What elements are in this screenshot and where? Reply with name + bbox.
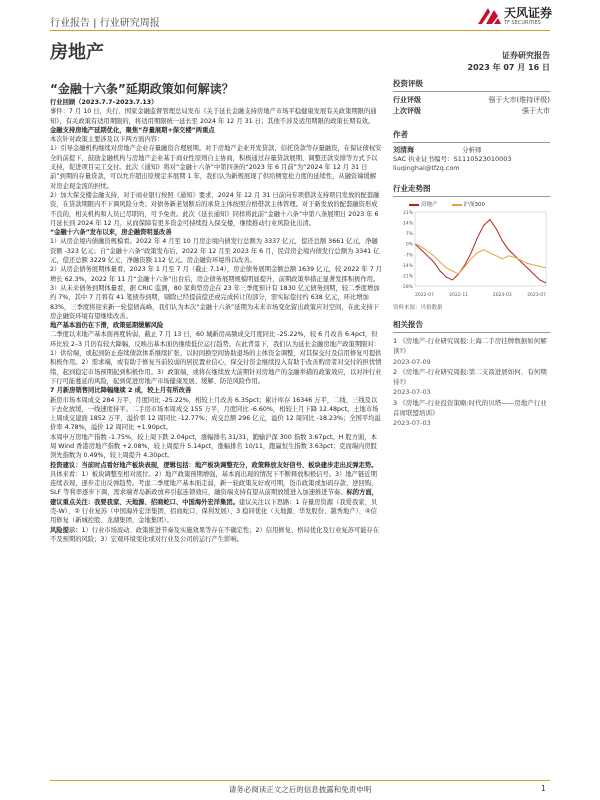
analyst-email: liuqinghai@tfzq.com — [393, 164, 460, 172]
paragraph: 2）加大保交楼金融支持，对于商业银行按照《通知》要求，2024 年 12 月 31 日前向专项借款支持项目发放的配套融资，在贷款期限内不下调风险分类；对债务新老划断后的承贷主体按照合格借款主体管理。对于新发放的配套融资形成不良的，相关机构和人员已尽职的，可予免责。此次《延长通知》同样将此前“金融十六条”中第八条展期日 2023 年 6 月延长到 2024 年 12 月，从而保障有更多资金可持续投入保交楼，继续推动行业风险化出清。 — [50, 191, 380, 227]
report-type: 证券研究报告 — [502, 51, 550, 60]
section-heading: 7 月新房销售同比降幅继续 2 成，较上月有所改善 — [50, 387, 192, 395]
paragraph: 1）行业市场波动、政策推进节奏及实施效果等存在不确定性；2）信用修复、格局优化及行业复苏可能存在不及预期的风险；3）宏观环境变化或对行业及公司的运行产生影响。 — [50, 526, 380, 543]
author-section-title: 作者 — [393, 127, 550, 143]
related-item-text[interactable]: 3 《房地产-行业投资策略:时代的贝塔——房地产行业首席联盟培训》 — [393, 398, 547, 418]
header-divider — [50, 30, 550, 31]
paragraph: 1）从房企境内债融资规模看。2022 年 4 月至 10 月房企境内债发行总额为 3337 亿元，偿还总额 3661 亿元，净融资额 -323 亿元；自“金融十六条”政策发布后，2022 年 12 月至 2023 年 6 月，民营房企境内债发行总额为 3341 亿元，偿还总额 3229 亿元，净融资额 112 亿元。房企融资环境得以改善。 — [50, 238, 380, 265]
y-tick-label: 21% — [402, 211, 413, 216]
related-item-date: 2023-07-03 — [393, 388, 431, 397]
investment-advice-label: 投资建议：当前时点看好地产板块表现，逻辑包括：地产板块调整充分，政策释放友好信号、板块建步走出反弹走势。 — [50, 461, 378, 469]
paragraph: 二季度以来地产基本面再度转弱，截止 7 月 13 日，60 城新房高频成交月度同比 -25.22%，较 6 月改善 6.4pct，但环比较 2–3 月仍有较大降幅，反映出基本面仍继续低位运行趋势。在此背景下，我们认为延长金融房地产政策期限对：1）供给端，或起到防止连续债款体系继续扩张，以时间换空间协助退场的主体资金调整，对其保交付及信用修复可提供积极作用。2）需求端，或有助于修复当前较弱的居民置业信心，保交付资金继续投入有助于改善购房者对交付的担忧情绪，起到稳定市场预期起到积极作用。3）政策端，或将在继续放大前期针对房地产的金融举措的政策效应，以对冲行业下行可能蔓延的风险，起到促进房地产市场健康发展、缓解、防范风险作用。 — [50, 331, 382, 385]
section-heading: 地产基本面仍在下滑，政策延期缓解风险 — [50, 322, 164, 330]
main-body — [50, 98, 382, 544]
report-title: “金融十六条”延期政策如何解读？ — [50, 82, 234, 96]
related-item[interactable] — [393, 336, 550, 367]
related-item[interactable] — [393, 367, 550, 398]
logo-text-en: TF SECURITIES — [504, 20, 541, 26]
y-tick-label: 14% — [402, 221, 413, 227]
review-label: 行业回顾 — [50, 99, 76, 106]
paragraph: 2）从房企债务展期体量看，2023 年 1 月至 7 月（截止 7.14），房企债务展期金额总额 1639 亿元，较 2022 年 7 月增长 62.3%，2022 年 11 月“金融十六条”出台后，房企债务展期规模明显提升，前期政策举措正显著发挥积极作用。 — [50, 266, 382, 283]
industry-rating-value: 强于大市(维持评级) — [488, 96, 550, 104]
related-item[interactable] — [393, 398, 550, 429]
page-number: 1 — [541, 784, 546, 793]
legend-item: 房地产 — [409, 200, 438, 208]
report-date: 2023 年 07 月 16 日 — [467, 63, 550, 72]
related-item-date: 2023-07-09 — [393, 357, 431, 366]
legend-item: 沪深300 — [452, 200, 486, 208]
tf-securities-logo — [476, 4, 556, 30]
x-tick-label: 2022-07 — [415, 293, 434, 298]
rating-section-title: 投资评级 — [393, 76, 550, 92]
risk-label: 风险提示： — [50, 526, 82, 534]
industry-rating-label: 行业评级 — [393, 96, 421, 104]
y-tick-label: 7% — [405, 232, 413, 238]
paragraph: 1）引导金融机构继续对房地产企业存量融资合理展期。对于房地产企业开发贷款、信托贷款等存量融资，在保证债权安全的前提下，鼓励金融机构与房地产企业基于商业性原则自主协商，积极通过存量贷款展期、调整还款安排等方式予以支持，促进项目完工交付。此次《通知》将对“金融十六条”中第四条的“2023 年 6 月前”为“2024 年 12 月 31 日前”到期的存量贷款，可以允许超出原规定多展期 1 年，我们认为新规展现了供给侧宽松力度的延续性，从融资端缓解对房企现金流的担忧。 — [50, 145, 382, 190]
paragraph: 本次针对政策主要涉及以下两方面内容： — [50, 136, 164, 144]
paragraph: 事件：7 月 10 日，央行、国家金融监督管理总局发布《关于延长金融支持房地产市场平稳健康发展有关政策期限的通知》，有关政策有适用期限的，将适用期限统一延长至 2024 年 12 月 31 日；其他不涉及适用期限的政策长期有效。 — [50, 108, 377, 125]
y-tick-label: -28% — [401, 285, 413, 290]
y-tick-label: -7% — [404, 253, 413, 259]
paragraph: 本周申万房地产指数 -1.75%，较上周下跌 2.04pct，涨幅排名 31/31，跑输沪深 300 指数 3.67pct。H 股方面，本周 Wind 香港房地产指数 +2.08%，较上周提升 5.14pct，涨幅排名 10/11，跑赢恒生指数 3.63pct；克而瑞内房股领先指数为 0.49%，较上周提升 4.30pct。 — [50, 433, 377, 460]
chart-section-title: 行业走势图 — [393, 181, 550, 197]
prev-rating-label: 上次评级 — [393, 107, 421, 115]
chart-legend — [409, 200, 550, 208]
y-tick-label: -21% — [401, 274, 413, 280]
sidebar — [393, 76, 550, 429]
related-item-text[interactable]: 2 《房地产-行业研究周报:第二支箭进展如何、有何期待?》 — [393, 367, 547, 387]
paragraph: 新房市场本周成交 284 万平，月度同比 -25.22%，相较上月改善 6.35pct；累计库存 16346 万平，二线、三线及以下去化放缓，一线速度持平。二手房市场本周成交 155 万平，月度同比 -6.60%，相较上月下降 12.48pct。土地市场上周成交建面 1852 万平，溢价率 12 周同比 -12.77%；成交总额 296 亿元，溢价 12 周同比 -18.23%；全国平均溢价率 4.78%，溢价 12 周同比 +1.90pct。 — [50, 396, 381, 432]
related-item-date: 2023-07-03 — [393, 419, 431, 428]
logo-mark-icon — [476, 6, 502, 26]
logo-text-cn: 天风证券 — [504, 6, 553, 20]
sector-title: 房地产 — [50, 42, 104, 63]
x-tick-label: 2023-07 — [527, 293, 546, 298]
section-heading: “金融十六条”发布以来，房企融资明显改善 — [50, 229, 172, 237]
related-section-title: 相关报告 — [393, 317, 550, 333]
x-tick-label: 2023-03 — [492, 293, 512, 298]
series-line-1 — [415, 244, 546, 274]
prev-rating-row — [393, 106, 550, 117]
review-period: （2023.7.7–2023.7.13） — [75, 99, 158, 106]
y-tick-label: 0% — [405, 242, 413, 248]
analyst-info — [393, 146, 550, 173]
trend-chart — [393, 208, 550, 300]
industry-rating-row — [393, 95, 550, 106]
chart-source: 资料来源：贝格数据 — [393, 305, 443, 311]
report-category: 行业报告 | 行业研究周报 — [50, 18, 160, 29]
footer-divider — [50, 780, 550, 781]
analyst-role: 分析师 — [462, 146, 482, 154]
prev-rating-value: 强于大市 — [522, 107, 550, 115]
section-heading: 金融支持房地产延期优化，聚焦“存量展期+保交楼”两重点 — [50, 126, 215, 134]
paragraph: 具体来看：1）板块调整至相对底位。2）地产政策预期增强，基本面出现的情况下不断释放积极信号。3）地产链近期连续表现，逐步走出反弹趋势。考虑二季度地产基本面走弱，新一轮政策友好或可期，货币政策或加码存款、逆回购、SLF 等利率逐步下调，需求端青岛新政放弃引起连锁效应，融资端支持有望从前期放缓进入加速推进节奏。 — [50, 470, 378, 497]
targets-label: 标的方面，建议重点关注：我要我家、天地源、招商蛇口、中国海外宏洋集团。 — [50, 489, 378, 506]
paragraph: 3）从未来债务到期体量看，据 CRIC 监测，80 家典型房企在 23 年三季度预计有 1830 亿元债务到期，较二季度增加约 7%，其中 7 月将有 41 笔债券到期，剔除已经提前偿还或完成转让的部分，需实际偿付约 638 亿元，环比增加 83%，三季度将迎来新一轮偿债高峰，我们认为本次“金融十六条”延期为未来市场变化留出政策应对空间，在此支持下房企融资环境有望继续改善。 — [50, 284, 380, 320]
paragraph: 建议关注以下思路：1 存量房资源（我爱我家、贝壳-W）、② 行业复苏（中国海外宏洋集团、招商蛇口、保利发展）、3 稳同优化（天地源、华发股份、越秀地产）、④信用修复（新城控股、龙湖集团、金地集团）。 — [50, 498, 378, 525]
chart-frame — [415, 212, 546, 286]
y-tick-label: -14% — [401, 263, 413, 269]
related-list — [393, 336, 550, 429]
analyst-cert: SAC 执业证书编号：S1110523010003 — [393, 155, 512, 163]
analyst-name: 刘清海 — [393, 146, 414, 154]
related-item-text[interactable]: 1 《房地产-行业研究周报:上海二手房挂牌数据如何解读?》 — [393, 337, 547, 356]
footer-disclaimer: 请务必阅读正文之后的信息披露和免责申明 — [228, 785, 372, 794]
x-tick-label: 2022-11 — [449, 293, 469, 298]
